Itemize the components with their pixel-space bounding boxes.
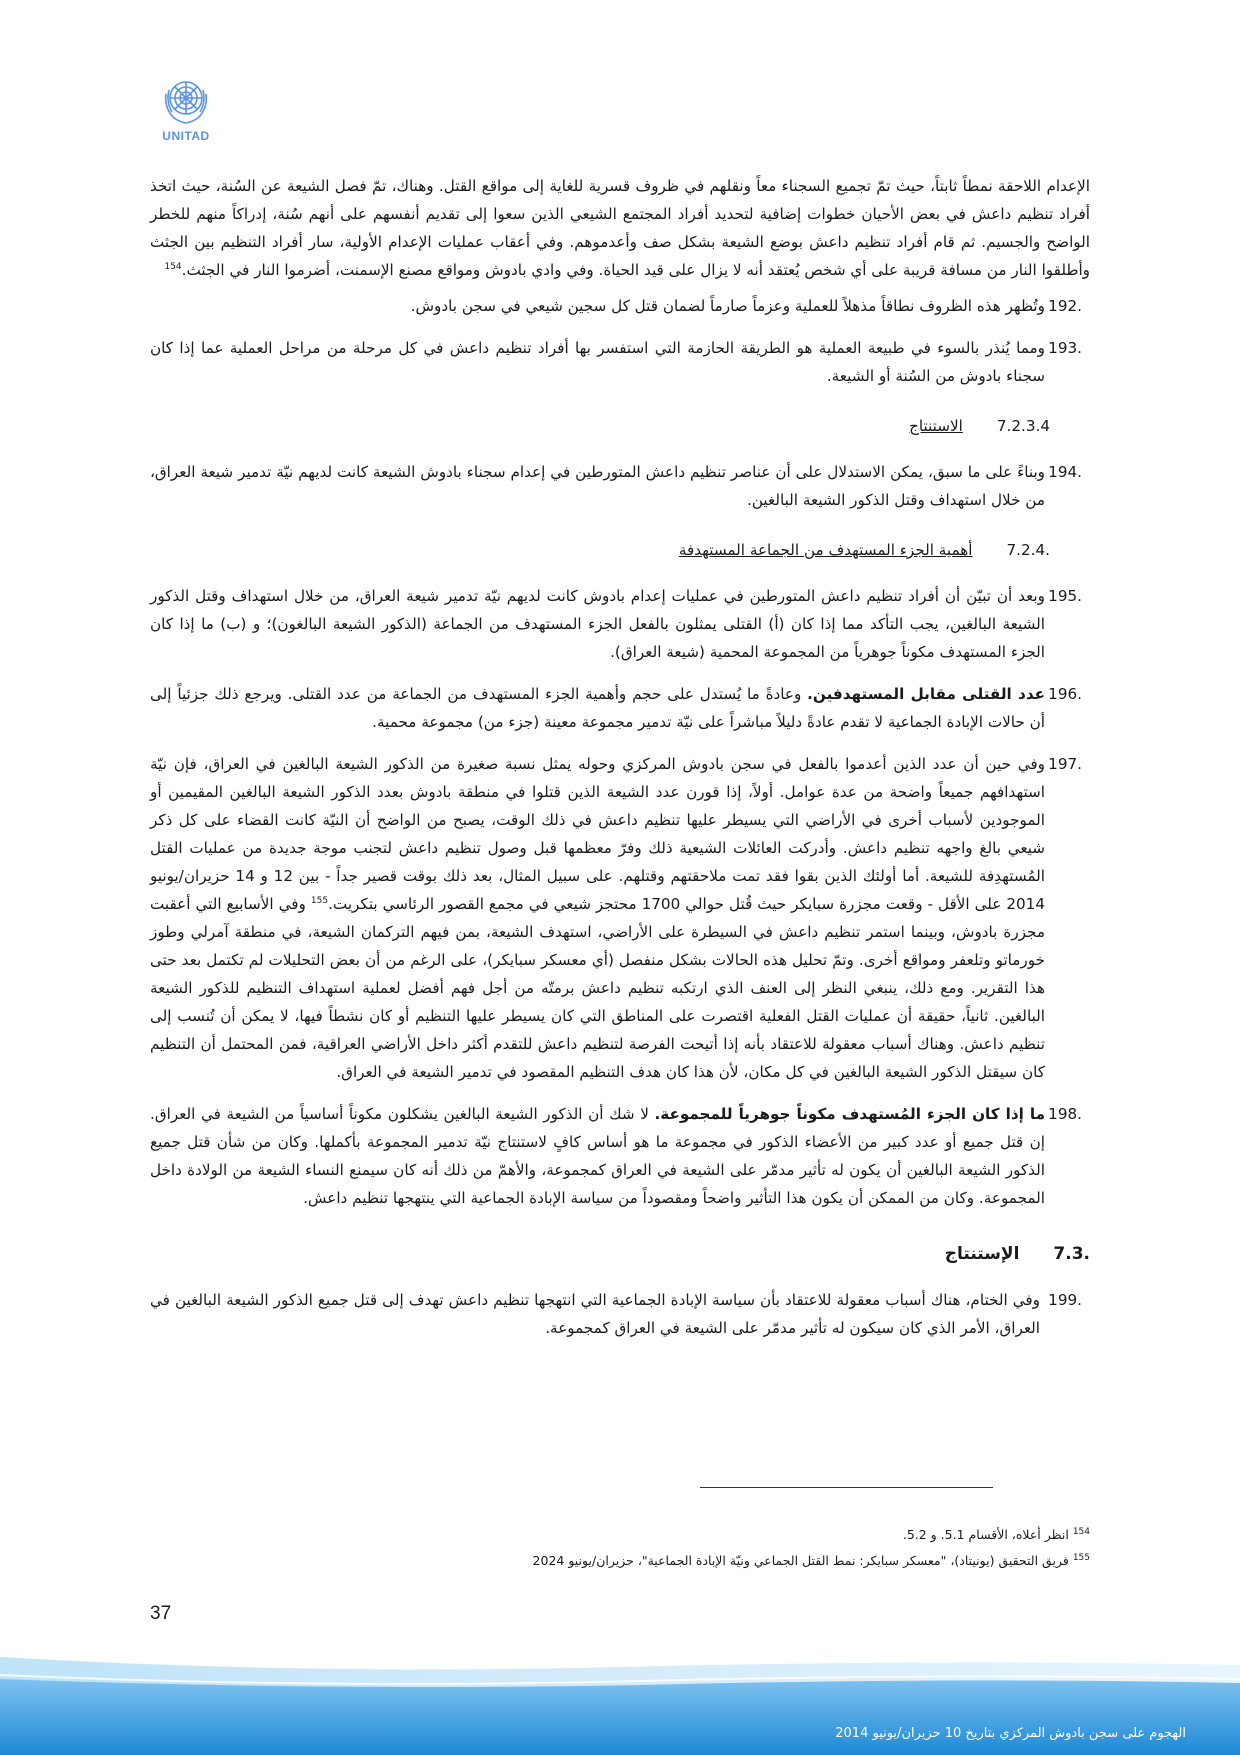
section-number: 7.2.3.4 [996,417,1050,435]
paragraph-194 [150,458,1090,514]
paragraph-number: 195. [1048,587,1082,605]
un-emblem-icon [158,72,214,128]
section-title: الإستنتاج [944,1244,1020,1264]
unitad-logo [148,72,224,154]
intro-text: الإعدام اللاحقة نمطاً ثابتاً، حيث تمّ تجميع السجناء معاً ونقلهم في ظروف قسرية للغاية إلى مواقع القتل. وهناك، تمّ فصل الشيعة عن السُنة، حيث اتخذ أفراد تنظيم داعش في بعض الأحيان خطوات إضافية لتحديد أفراد المجتمع الشيعي الذين سعوا إلى تقديم أنفسهم على أنهم سُنة، إدراكاً منهم للخطر الواضح والجسيم. ثم قام أفراد تنظيم داعش بوضع الشيعة بشكل صف وأعدموهم. وفي أعقاب عمليات الإعدام الأولية، سار أفراد التنظيم بين الجثث وأطلقوا النار من مسافة قريبة على أي شخص يُعتقد أنه لا يزال على قيد الحياة. وفي وادي بادوش ومواقع مصنع الإسمنت، أضرموا النار في الجثث. [150,177,1090,279]
paragraph-text: وبعد أن تبيّن أن أفراد تنظيم داعش المتورطين في عمليات إعدام بادوش كانت لديهم نيّة تدمير شيعة العراق، من خلال استهداف وقتل الذكور الشيعة البالغين، يجب التأكد مما إذا كان (أ) القتلى يمثلون بالفعل الجزء المستهدف من الجماعة (الذكور الشيعة البالغون)؛ و (ب) ما إذا كان الجزء المستهدف مكوناً جوهرياً من المجموعة المحمية (شيعة العراق). [150,587,1045,661]
paragraph-lead: ما إذا كان الجزء المُستهدف مكوناً جوهرياً للمجموعة. [654,1105,1045,1123]
paragraph-number: 192. [1048,297,1082,315]
paragraph-body: لا شك أن الذكور الشيعة البالغين يشكلون مكوناً أساسياً من الشيعة في العراق. إن قتل جميع أو عدد كبير من الأعضاء الذكور في مجموعة ما هو أساس كافٍ لاستنتاج نيّة تدمير المجموعة بأكملها. وكان من شأن قتل جميع الذكور الشيعة البالغين أن يكون له تأثير مدمّر على الشيعة في العراق كمجموعة، والأهمّ من ذلك أنه كان سيمنع النساء الشيعة من الولادة داخل المجموعة. وكان من الممكن أن يكون هذا التأثير واضحاً ومقصوداً من سياسة الإبادة الجماعية التي ينتهجها تنظيم داعش. [150,1105,1045,1207]
section-title: الاستنتاج [909,417,963,435]
paragraph-192 [150,292,1090,320]
document-body [150,172,1090,1356]
paragraph-number: 197. [1048,755,1082,773]
paragraph-text: ومما يُنذر بالسوء في طبيعة العملية هو الطريقة الحازمة التي استفسر بها أفراد تنظيم داعش في كل مرحلة من مراحل العملية عما إذا كان سجناء بادوش من السُنة أو الشيعة. [150,339,1045,385]
footnote-154 [150,1522,1090,1548]
paragraph-lead: عدد القتلى مقابل المستهدفين. [807,685,1045,703]
intro-paragraph [150,172,1090,284]
section-title: أهمية الجزء المستهدف من الجماعة المستهدفة [678,541,973,559]
footnote-separator [700,1487,993,1488]
section-heading-7-2-3-4 [150,412,1050,440]
footnote-text: انظر أعلاه، الأقسام 5.1. و 5.2. [902,1527,1073,1542]
paragraph-196 [150,680,1090,736]
footnote-number: 154 [1072,1526,1090,1537]
footnote-ref-155[interactable]: 155 [310,895,329,906]
footnote-155 [150,1548,1090,1574]
footnote-ref-154[interactable]: 154 [164,261,182,272]
paragraph-193 [150,334,1090,390]
section-heading-7-2-4 [150,536,1050,564]
paragraph-number: 194. [1048,463,1082,481]
paragraph-text [150,1100,1045,1212]
paragraph-number: 196. [1048,685,1082,703]
paragraph-195 [150,582,1090,666]
paragraph-198 [150,1100,1090,1212]
paragraph-number: 193. [1048,339,1082,357]
paragraph-number: 198. [1048,1105,1082,1123]
footnote-text: فريق التحقيق (يونيتاد)، "معسكر سبايكر: نمط القتل الجماعي ونيّة الإبادة الجماعية"، حزيران/يونيو 2024 [532,1553,1073,1568]
section-number: 7.2.4. [1006,541,1050,559]
paragraph-text [150,680,1045,736]
footer-title: الهجوم على سجن بادوش المركزي بتاريخ 10 حزيران/يونيو 2014 [835,1726,1186,1741]
section-heading-7-3 [150,1240,1090,1268]
paragraph-text [150,750,1045,1086]
page-number: 37 [150,1603,172,1624]
paragraph-197 [150,750,1090,1086]
logo-label: UNITAD [162,129,210,143]
footnote-number: 155 [1072,1552,1090,1563]
section-number: 7.3. [1053,1244,1090,1264]
paragraph-body: وفي حين أن عدد الذين أعدموا بالفعل في سجن بادوش المركزي وحوله يمثل نسبة صغيرة من الذكور الشيعة البالغين في العراق، فإن نيّة استهدافهم جميعاً واضحة من عدة عوامل. أولاً، إذا قورن عدد الشيعة الذين قتلوا في منطقة بادوش بعدد الذكور الشيعة البالغين المقيمين أو الموجودين لأسباب أخرى في الأراضي التي يسيطر عليها تنظيم داعش في ذلك الوقت، يصبح من الواضح أن النيّة كانت القضاء على كل ذكر شيعي بالغ واجهه تنظيم داعش. وأدركت العائلات الشيعية ذلك وفرّ معظمها قبل وصول تنظيم داعش لتجنب موجة جديدة من عمليات القتل المُستهدِفة للشيعة. أما أولئك الذين بقوا فقد تمت ملاحقتهم وقتلهم. على سبيل المثال، بعد ذلك بوقت قصير جداً - بين 12 و 14 حزيران/يونيو 2014 على الأقل - وقعت مجزرة سبايكر حيث قُتل حوالي 1700 محتجز شيعي في مجمع القصور الرئاسي بتكريت. [150,755,1046,913]
paragraph-text: وتُظهر هذه الظروف نطاقاً مذهلاً للعملية وعزماً صارماً لضمان قتل كل سجين شيعي في سجن بادوش. [410,297,1045,315]
paragraph-number: 199. [1048,1291,1082,1309]
paragraph-body: وعادةً ما يُستدل على حجم وأهمية الجزء المستهدف من الجماعة من عدد القتلى. ويرجع ذلك جزئياً إلى أن حالات الإبادة الجماعية لا تقدم عادةً دليلاً مباشراً على نيّة تدمير مجموعة معينة (جزء من) مجموعة محمية. [150,685,1045,731]
paragraph-text: وبناءً على ما سبق، يمكن الاستدلال على أن عناصر تنظيم داعش المتورطين في إعدام سجناء بادوش الشيعة كانت لديهم نيّة تدمير شيعة العراق، من خلال استهداف وقتل الذكور الشيعة البالغين. [150,463,1045,509]
footnotes [150,1522,1090,1574]
paragraph-199 [150,1286,1090,1342]
paragraph-text: وفي الختام، هناك أسباب معقولة للاعتقاد بأن سياسة الإبادة الجماعية التي انتهجها تنظيم داعش تهدف إلى قتل جميع الذكور الشيعة البالغين في العراق، الأمر الذي كان سيكون له تأثير مدمّر على الشيعة في العراق كمجموعة. [150,1291,1040,1337]
paragraph-body: وفي الأسابيع التي أعقبت مجزرة بادوش، وبينما استمر تنظيم داعش في السيطرة على الأراضي، استهدف الشيعة، بمن فيهم التركمان الشيعة، في منطقة آمرلي وطوز خورماتو وتلعفر ومواقع أخرى. وتمّ تحليل هذه الحالات بشكل منفصل (أي معسكر سبايكر)، على الرغم من أن بعض التحليلات لم تكتمل بعد حتى هذا التقرير. ومع ذلك، ينبغي النظر إلى العنف الذي ارتكبه تنظيم داعش برمتّه من أجل فهم أفضل لعملية استهداف التنظيم للذكور الشيعة البالغين. ثانياً، حقيقة أن عمليات القتل الفعلية اقتصرت على المناطق التي كان يسيطر عليها التنظيم أو كان نشطاً فيها، لا يمكن أن تُنسب إلى تنظيم داعش. وهناك أسباب معقولة للاعتقاد بأنه إذا أتيحت الفرصة لتنظيم داعش للتقدم أكثر داخل الأراضي العراقية، فمن المحتمل أن التنظيم كان سيقتل الذكور الشيعة البالغين في كل مكان، لأن هذا كان هدف التنظيم المقصود في تدمير الشيعة في العراق. [150,895,1045,1081]
